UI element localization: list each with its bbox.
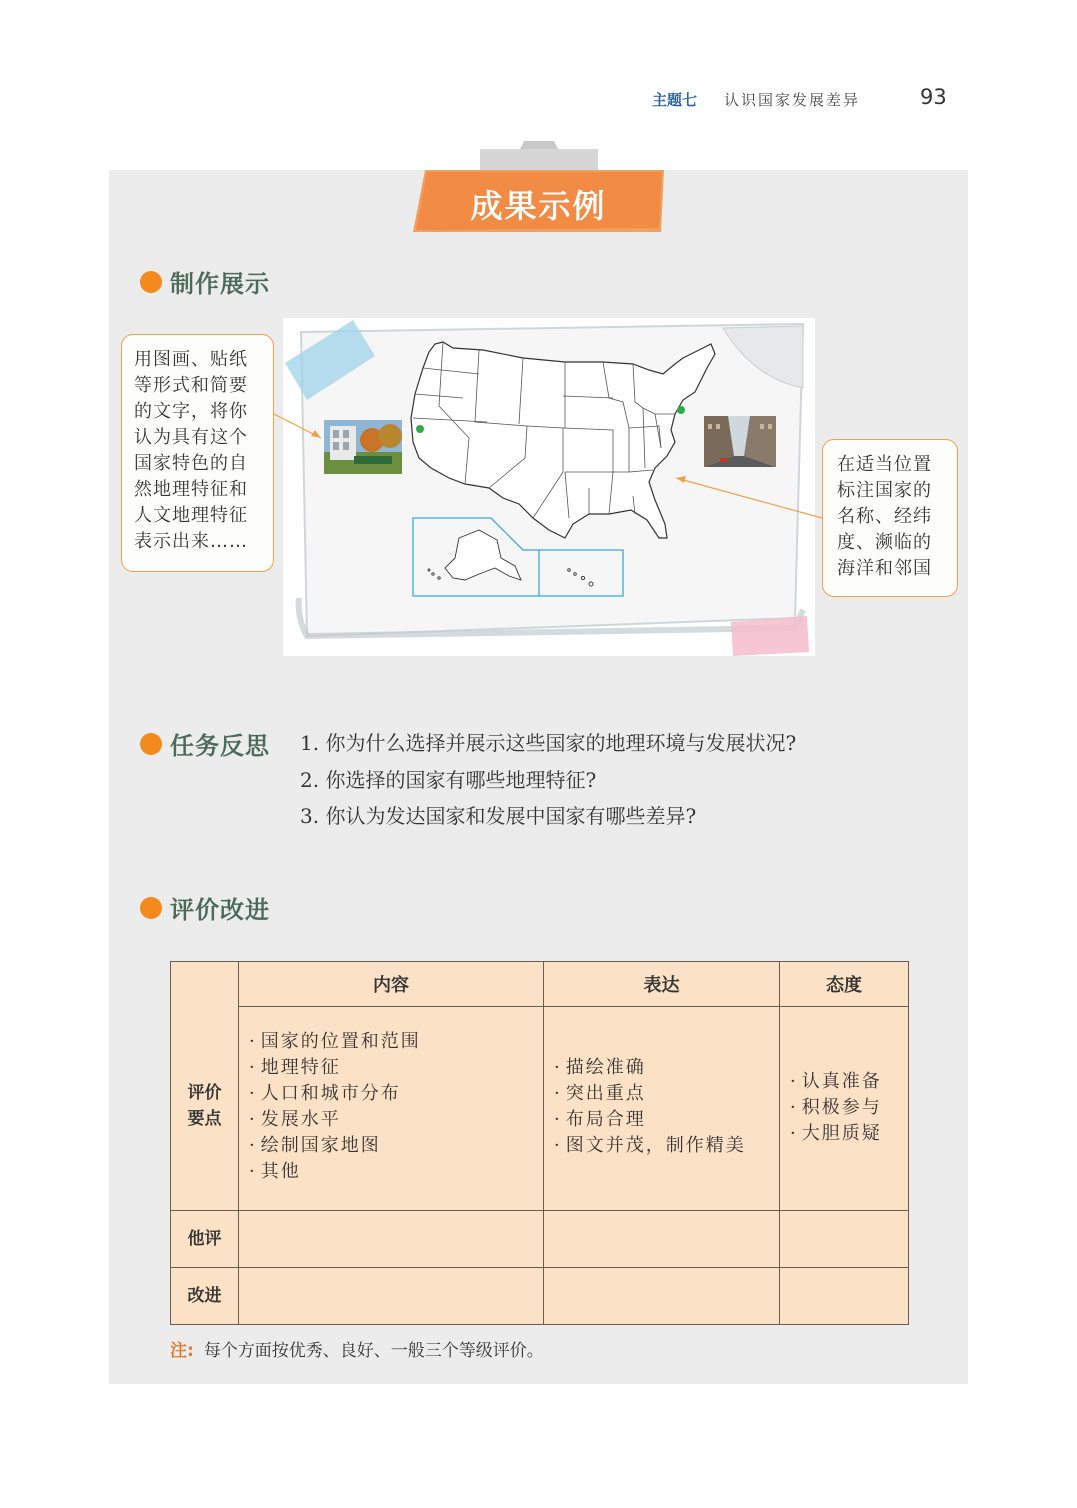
page-number: 93 — [920, 85, 947, 109]
list-item: · 人口和城市分布 — [249, 1081, 543, 1107]
empty-cell — [780, 1268, 909, 1325]
row-label-peer-review: 他评 — [171, 1211, 239, 1268]
list-item: · 发展水平 — [249, 1107, 543, 1133]
section-title: 评价改进 — [170, 896, 270, 924]
attitude-points-list — [790, 1069, 908, 1147]
table-header-row — [171, 962, 909, 1007]
empty-cell — [239, 1268, 544, 1325]
empty-cell — [544, 1211, 780, 1268]
list-item: · 其他 — [249, 1159, 543, 1185]
callout-line: 等形式和简要 — [134, 375, 248, 396]
bullet-dot-icon — [140, 733, 162, 755]
section-reflection — [140, 726, 270, 761]
section-title: 任务反思 — [170, 732, 270, 760]
callout-left — [121, 334, 274, 572]
callout-line: 人文地理特征 — [134, 505, 248, 526]
content-points-cell — [239, 1007, 544, 1211]
callout-line: 度、濒临的 — [837, 532, 932, 553]
callout-line: 然地理特征和 — [134, 479, 248, 500]
list-item: · 绘制国家地图 — [249, 1133, 543, 1159]
list-item: · 突出重点 — [554, 1081, 779, 1107]
attitude-points-cell — [780, 1007, 909, 1211]
note-text: 每个方面按优秀、良好、一般三个等级评价。 — [203, 1341, 544, 1361]
bullet-dot-icon — [140, 897, 162, 919]
header-expression: 表达 — [544, 962, 780, 1007]
callout-line: 认为具有这个 — [134, 427, 248, 448]
callout-line: 名称、经纬 — [837, 506, 932, 527]
callout-line: 标注国家的 — [837, 480, 932, 501]
callout-line: 的文字，将你 — [134, 401, 248, 422]
callout-line: 在适当位置 — [837, 454, 932, 475]
section-evaluation — [140, 890, 270, 925]
list-item: · 图文并茂，制作精美 — [554, 1133, 779, 1159]
section-title: 制作展示 — [170, 270, 270, 298]
callout-line: 用图画、贴纸 — [134, 349, 248, 370]
list-item: · 认真准备 — [790, 1069, 908, 1095]
expression-points-cell — [544, 1007, 780, 1211]
callout-line: 国家特色的自 — [134, 453, 248, 474]
list-item: · 积极参与 — [790, 1095, 908, 1121]
row-label-line: 评价 — [187, 1083, 222, 1103]
empty-cell — [544, 1268, 780, 1325]
question-3: 3. 你认为发达国家和发展中国家有哪些差异? — [300, 804, 697, 828]
callout-line: 表示出来…… — [134, 531, 248, 552]
banner-title: 成果示例 — [470, 187, 607, 225]
list-item: · 国家的位置和范围 — [249, 1029, 543, 1055]
table-row-peer-review — [171, 1211, 909, 1268]
table-row — [171, 1007, 909, 1211]
list-item: · 布局合理 — [554, 1107, 779, 1133]
content-points-list — [249, 1029, 543, 1185]
expression-points-list — [554, 1055, 779, 1159]
row-label-improvement: 改进 — [171, 1268, 239, 1325]
table-row-improvement — [171, 1268, 909, 1325]
question-1: 1. 你为什么选择并展示这些国家的地理环境与发展状况? — [300, 731, 797, 755]
list-item: · 大胆质疑 — [790, 1121, 908, 1147]
evaluation-table — [170, 961, 909, 1325]
table-note — [170, 1336, 544, 1361]
list-item: · 描绘准确 — [554, 1055, 779, 1081]
chapter-label: 主题七 — [652, 91, 698, 109]
row-label-points — [171, 962, 239, 1211]
list-item: · 地理特征 — [249, 1055, 543, 1081]
header-content: 内容 — [239, 962, 544, 1007]
chapter-title: 认识国家发展差异 — [724, 91, 861, 109]
empty-cell — [780, 1211, 909, 1268]
question-2: 2. 你选择的国家有哪些地理特征? — [300, 768, 597, 792]
note-label: 注: — [170, 1341, 194, 1361]
header-attitude: 态度 — [780, 962, 909, 1007]
callout-right — [822, 439, 958, 597]
row-label-line: 要点 — [187, 1109, 222, 1129]
callout-line: 海洋和邻国 — [837, 558, 932, 579]
empty-cell — [239, 1211, 544, 1268]
